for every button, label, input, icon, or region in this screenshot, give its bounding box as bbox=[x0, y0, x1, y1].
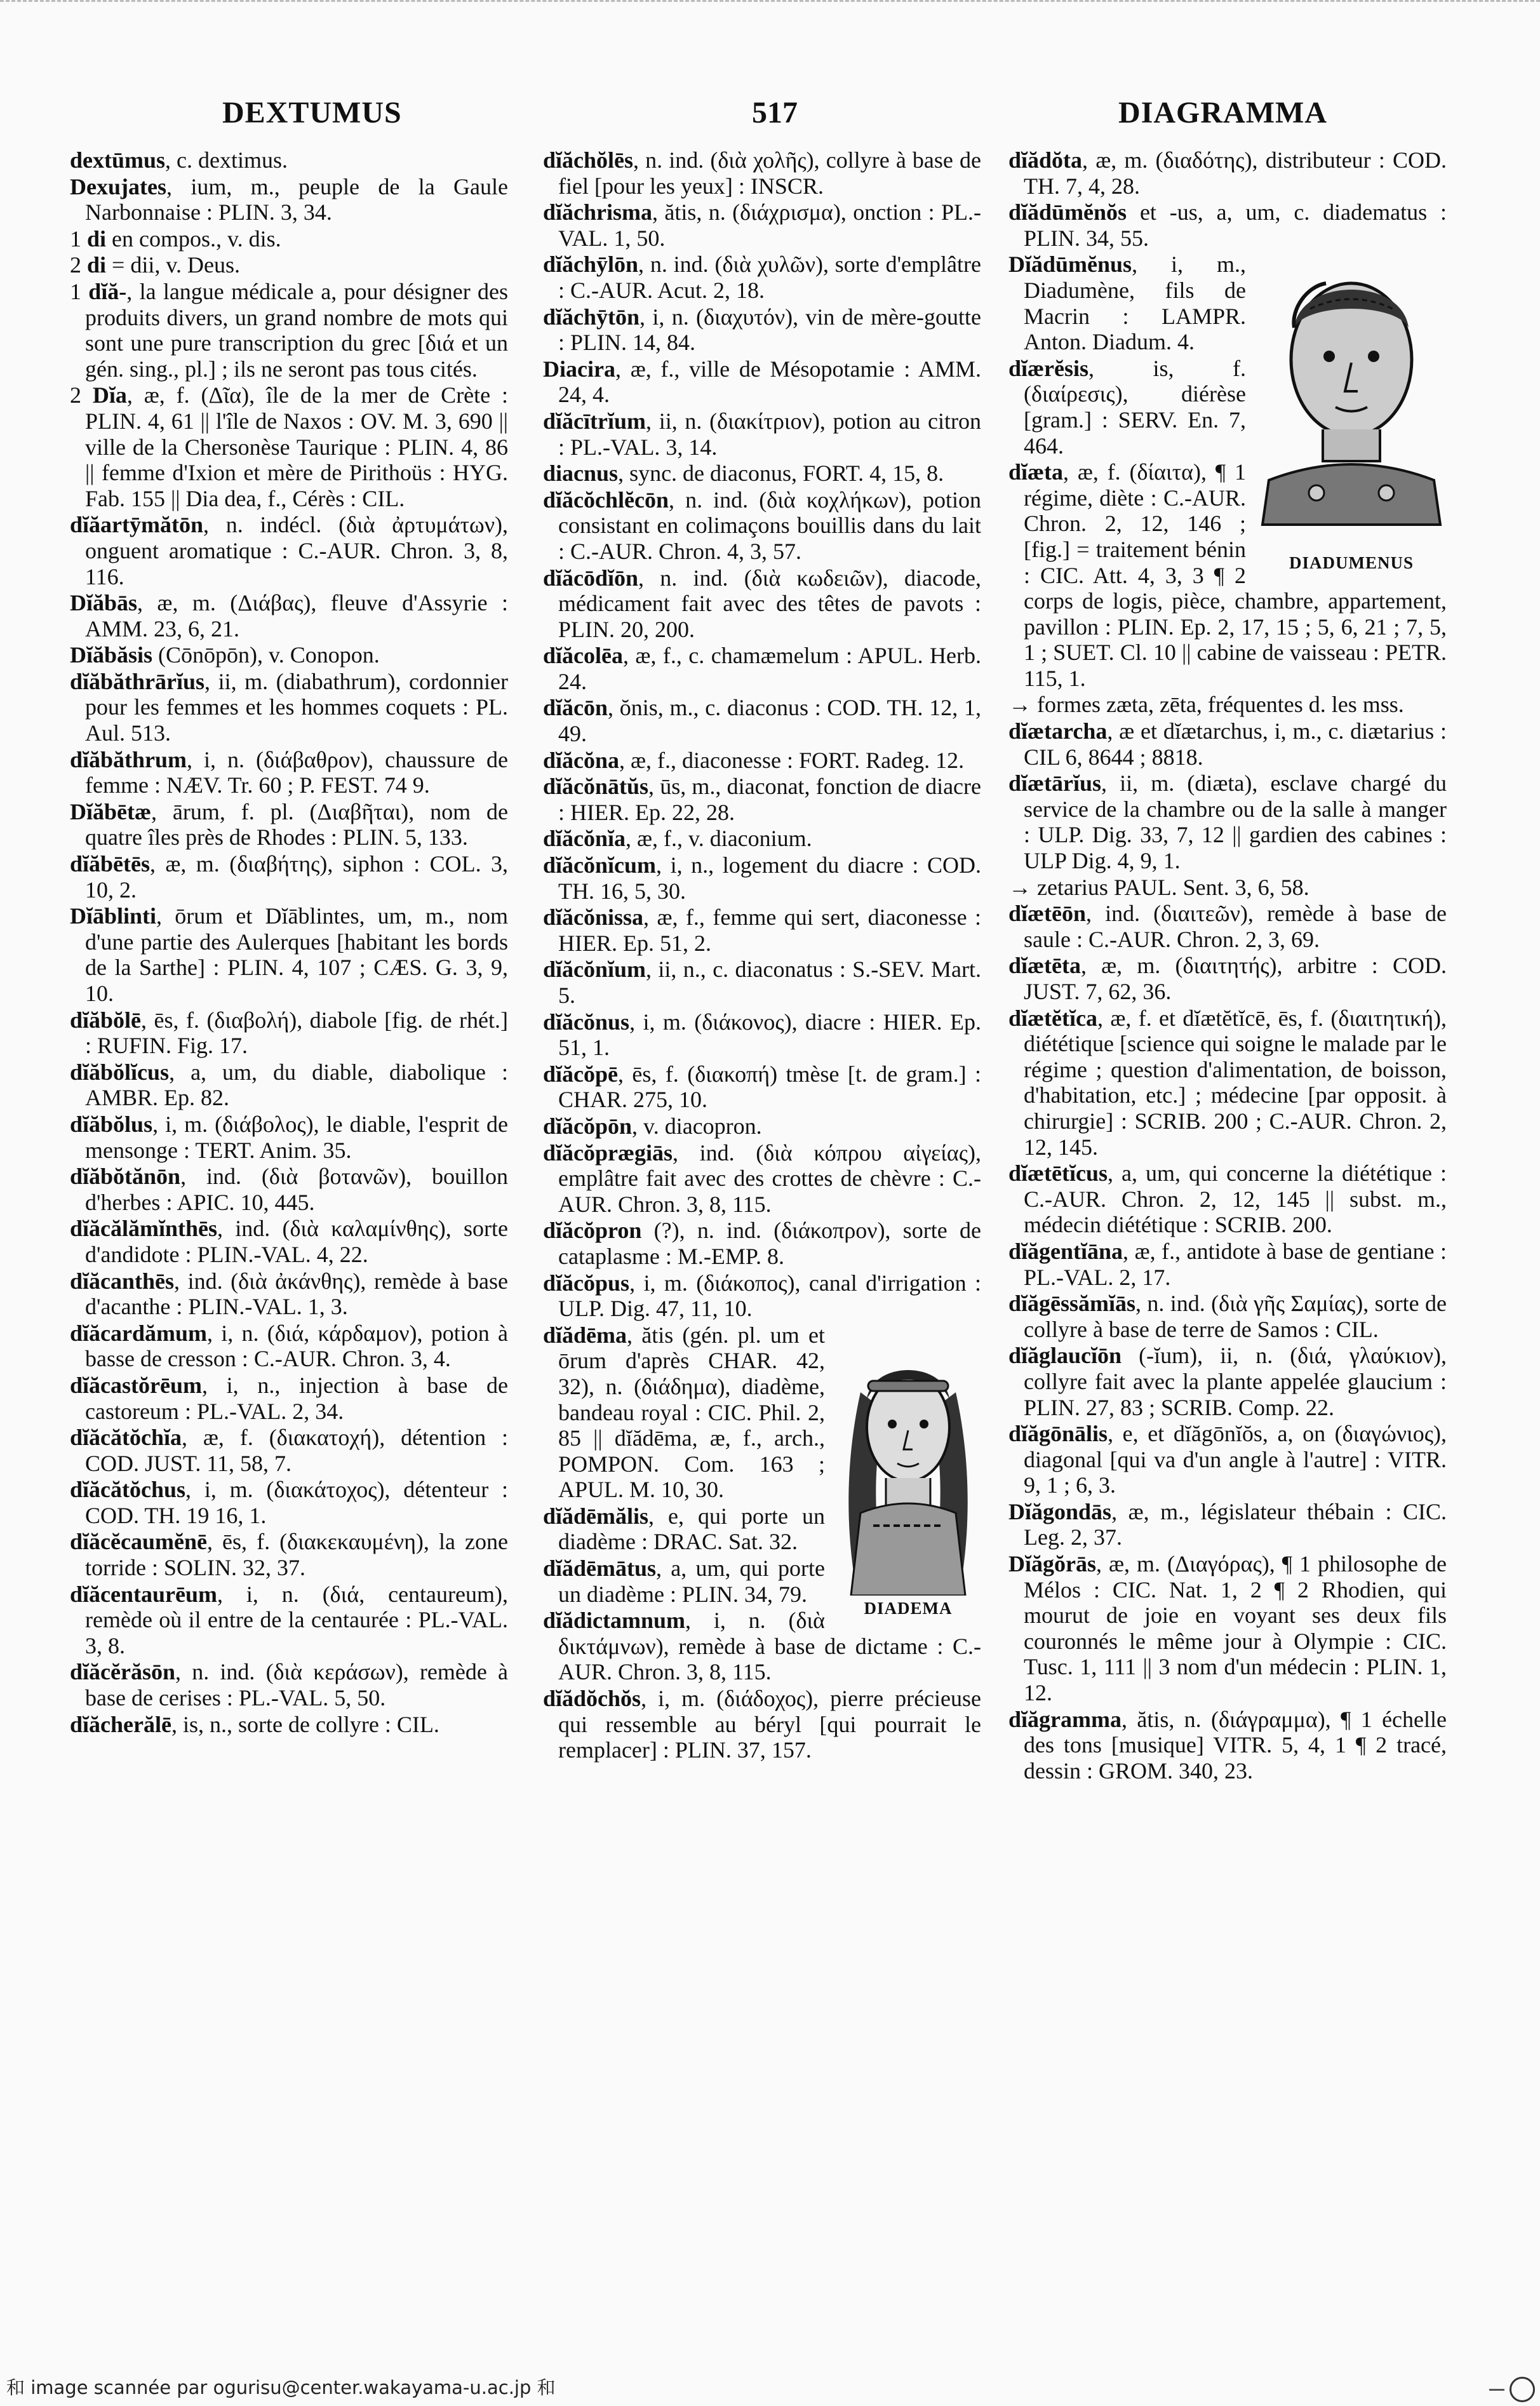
dictionary-entry: dĭăgōnālis, e, et dĭăgōnĭŏs, a, on (διαγώνιος), diagonal [qui va d'un angle à l'autre] : VITR. 9, 1 ; 6, 3. bbox=[1008, 1421, 1447, 1498]
dictionary-entry: dĭădēmălis, e, qui porte un diadème : DRAC. Sat. 32. bbox=[543, 1503, 825, 1555]
dictionary-entry: dĭætētĭcus, a, um, qui concerne la diététique : C.-AUR. Chron. 2, 12, 145 || subst. m., médecin diététique : SCRIB. 200. bbox=[1008, 1160, 1447, 1238]
dictionary-entry: dĭăcōdĭōn, n. ind. (διὰ κωδειῶν), diacode, médicament fait avec des têtes de pavots : PLIN. 20, 200. bbox=[543, 565, 981, 642]
dictionary-entry: dĭætēōn, ind. (διαιτεῶν), remède à base de saule : C.-AUR. Chron. 2, 3, 69. bbox=[1008, 901, 1447, 952]
dictionary-entry: dĭăchȳtōn, i, n. (διαχυτόν), vin de mère-goutte : PLIN. 14, 84. bbox=[543, 304, 981, 356]
dictionary-entry: dextūmus, c. dextimus. bbox=[70, 147, 288, 173]
dictionary-entry: dĭăcardămum, i, n. (διά, κάρδαμον), potion à basse de cresson : C.-AUR. Chron. 3, 4. bbox=[70, 1320, 508, 1372]
dictionary-entry: dĭăbăthrum, i, n. (διάβαθρον), chaussure de femme : NÆV. Tr. 60 ; P. FEST. 74 9. bbox=[70, 746, 508, 798]
page-number: 517 bbox=[752, 96, 798, 130]
dictionary-entry: dĭăcentaurēum, i, n. (διά, centaureum), remède où il entre de la centaurée : PL.-VAL. 3, 8. bbox=[70, 1581, 508, 1658]
dictionary-entry: dĭăbăthrārĭus, ii, m. (diabathrum), cordonnier pour les femmes et les hommes coquets : PL. Aul. 513. bbox=[70, 668, 508, 746]
column-right bbox=[1008, 147, 1447, 1784]
dictionary-entry: Diacira, æ, f., ville de Mésopotamie : AMM. 24, 4. bbox=[543, 356, 981, 408]
page-top-border bbox=[0, 0, 1540, 6]
dictionary-entry: dĭăcŏna, æ, f., diaconesse : FORT. Radeg. 12. bbox=[543, 747, 965, 773]
dictionary-entry: dĭăbŏtănōn, ind. (διὰ βοτανῶν), bouillon d'herbes : APIC. 10, 445. bbox=[70, 1164, 508, 1215]
diadema-woman-portrait bbox=[835, 1322, 981, 1596]
dictionary-entry: dĭăcŏpus, i, m. (διάκοπος), canal d'irrigation : ULP. Dig. 47, 11, 10. bbox=[543, 1270, 981, 1322]
dictionary-entry: dĭăcŏpōn, v. diacopron. bbox=[543, 1113, 762, 1139]
diadumenus-caption: DIADUMENUS bbox=[1289, 553, 1414, 573]
dictionary-entry: dĭăbŏlĭcus, a, um, du diable, diabolique : AMBR. Ep. 82. bbox=[70, 1059, 508, 1111]
dictionary-entry: diacnus, sync. de diaconus, FORT. 4, 15, 8. bbox=[543, 460, 944, 487]
header-first-word: DEXTUMUS bbox=[222, 96, 402, 130]
diadema-illustration bbox=[835, 1322, 981, 1622]
dictionary-entry: dĭætarcha, æ et dĭætarchus, i, m., c. diætarius : CIL 6, 8644 ; 8818. bbox=[1008, 718, 1447, 770]
dictionary-entry: 2 Dĭa, æ, f. (Δῖα), île de la mer de Crète : PLIN. 4, 61 || l'île de Naxos : OV. M. 3, 690 || ville de la Chersonèse Taurique : PLIN. 4, 86 || femme d'Ixion et mère de Pirithoüs : HYG. Fab. 155 || Dia dea, f., Cérès : CIL. bbox=[70, 382, 509, 511]
dictionary-entry: dĭăcătŏchus, i, m. (διακάτοχος), détenteur : COD. TH. 19 16, 1. bbox=[70, 1477, 508, 1528]
dictionary-entry: 1 dĭă-, la langue médicale a, pour désigner des produits divers, un grand nombre de mots qui sont une pure transcription du grec [διά et un gén. sing., pl.] ; ils ne seront pas tous cités. bbox=[70, 278, 508, 382]
dictionary-entry: Dĭăgondās, æ, m., législateur thébain : CIC. Leg. 2, 37. bbox=[1008, 1498, 1447, 1550]
dictionary-entry: dĭădŏchŏs, i, m. (διάδοχος), pierre précieuse qui ressemble au béryl [qui pourrait le remplacer] : PLIN. 37, 157. bbox=[543, 1686, 981, 1763]
dictionary-entry: 1 di en compos., v. dis. bbox=[70, 225, 281, 252]
dictionary-entry: dĭăbŏlus, i, m. (διάβολος), le diable, l'esprit de mensonge : TERT. Anim. 35. bbox=[70, 1111, 508, 1163]
dictionary-entry: dĭădūmĕnŏs et -us, a, um, c. diadematus : PLIN. 34, 55. bbox=[1008, 199, 1447, 251]
entries-col2 bbox=[543, 147, 981, 1763]
dictionary-entry: Dexujates, ium, m., peuple de la Gaule Narbonnaise : PLIN. 3, 34. bbox=[70, 173, 508, 225]
dictionary-entry: dĭăcŏpron (?), n. ind. (διάκοπρον), sorte de cataplasme : M.-EMP. 8. bbox=[543, 1218, 981, 1269]
dictionary-entry: dĭăcătŏchĭa, æ, f. (διακατοχή), détention : COD. JUST. 11, 58, 7. bbox=[70, 1425, 508, 1476]
dictionary-entry: dĭăcălămĭnthēs, ind. (διὰ καλαμίνθης), sorte d'andidote : PLIN.-VAL. 4, 22. bbox=[70, 1216, 508, 1267]
dictionary-entry: Dĭāblinti, ōrum et Dĭāblintes, um, m., nom d'une partie des Aulerques [habitant les bords de la Sarthe] : PLIN. 4, 107 ; CÆS. G. 3, 9, 10. bbox=[70, 903, 508, 1006]
dictionary-entry: Dĭăbăsis (Cōnōpōn), v. Conopon. bbox=[70, 642, 380, 668]
dictionary-entry: dĭăcŏnus, i, m. (διάκονος), diacre : HIER. Ep. 51, 1. bbox=[543, 1009, 981, 1061]
entries-col3 bbox=[1008, 147, 1447, 1784]
dictionary-entry: dĭăcŏprægiās, ind. (διὰ κόπρου αἰγείας), emplâtre fait avec des crottes de chèvre : C.-AUR. Chron. 3, 8, 115. bbox=[543, 1139, 981, 1217]
dictionary-entry: dĭăcastŏrēum, i, n., injection à base de castoreum : PL.-VAL. 2, 34. bbox=[70, 1372, 508, 1424]
dictionary-entry: dĭăgēssămĭās, n. ind. (διὰ γῆς Σαμίας), sorte de collyre à base de terre de Samos : CIL. bbox=[1008, 1291, 1447, 1342]
dictionary-entry: dĭætĕtĭca, æ, f. et dĭætĕtĭcē, ēs, f. (διαιτητική), diététique [science qui soigne le malade par le régime ; question d'alimentation, de boisson, d'habitation, etc.] ; médecine [par opposit. à chirurgie] : SCRIB. 200 ; C.-AUR. Chron. 2, 12, 145. bbox=[1008, 1005, 1447, 1160]
dictionary-entry: dĭăcŏnissa, æ, f., femme qui sert, diaconesse : HIER. Ep. 51, 2. bbox=[543, 904, 981, 956]
dictionary-entry: dĭăcŏpē, ēs, f. (διακοπή) tmèse [t. de gram.] : CHAR. 275, 10. bbox=[543, 1061, 981, 1113]
dictionary-entry: dĭăchȳlōn, n. ind. (διὰ χυλῶν), sorte d'emplâtre : C.-AUR. Acut. 2, 18. bbox=[543, 252, 981, 303]
dictionary-entry: dĭăcŏnātŭs, ūs, m., diaconat, fonction de diacre : HIER. Ep. 22, 28. bbox=[543, 774, 981, 825]
dictionary-entry: Dĭăbētæ, ārum, f. pl. (Διαβῆται), nom de quatre îles près de Rhodes : PLIN. 5, 133. bbox=[70, 798, 508, 850]
scan-credit: 和 image scannée par ogurisu@center.wakayama-u.ac.jp 和 bbox=[6, 2377, 556, 2398]
dictionary-entry: dĭăcītrĭum, ii, n. (διακίτριον), potion au citron : PL.-VAL. 3, 14. bbox=[543, 408, 981, 460]
dictionary-entry: dĭăartȳmătōn, n. indécl. (διὰ ἀρτυμάτων), onguent aromatique : C.-AUR. Chron. 3, 8, 116. bbox=[70, 512, 508, 589]
dictionary-entry: Dĭăgŏrās, æ, m. (Διαγόρας), ¶ 1 philosophe de Mélos : CIC. Nat. 1, 2 ¶ 2 Rhodien, qui mourut de joie en voyant ses deux fils couronnés le même jour à Olympie : CIC. Tusc. 1, 111 || 3 nom d'un médecin : PLIN. 1, 12. bbox=[1008, 1551, 1447, 1706]
dictionary-entry: Dĭădūmĕnus, i, m., Diadumène, fils de Macrin : LAMPR. Anton. Diadum. 4. bbox=[1008, 252, 1246, 355]
dictionary-entry: dĭăglaucĭōn (-ĭum), ii, n. (διά, γλαύκιον), collyre fait avec la plante appelée glaucium : PLIN. 27, 83 ; SCRIB. Comp. 22. bbox=[1008, 1343, 1447, 1420]
dictionary-entry: dĭăcŏnĭum, ii, n., c. diaconatus : S.-SEV. Mart. 5. bbox=[543, 957, 981, 1008]
dictionary-entry: dĭăcherălē, is, n., sorte de collyre : CIL. bbox=[70, 1711, 439, 1737]
dictionary-entry: dĭăbētēs, æ, m. (διαβήτης), siphon : COL. 3, 10, 2. bbox=[70, 851, 508, 903]
dictionary-entry: dĭădēma, ătis (gén. pl. um et ōrum d'après CHAR. 42, 32), n. (διάδημα), diadème, bandeau royal : CIC. Phil. 2, 85 || dĭădēma, æ, f., arch., POMPON. Com. 163 ; APUL. M. 10, 30. bbox=[543, 1322, 825, 1503]
dictionary-entry: dĭăchrisma, ătis, n. (διάχρισμα), onction : PL.-VAL. 1, 50. bbox=[543, 199, 981, 251]
dictionary-entry: dĭætēta, æ, m. (διαιτητής), arbitre : COD. JUST. 7, 62, 36. bbox=[1008, 953, 1447, 1004]
dictionary-entry: dĭăcolēa, æ, f., c. chamæmelum : APUL. Herb. 24. bbox=[543, 643, 981, 694]
dictionary-entry: dĭădictamnum, i, n. (διὰ δικτάμνων), remède à base de dictame : C.-AUR. Chron. 3, 8, 115. bbox=[543, 1608, 981, 1685]
diadumenus-bust-portrait bbox=[1256, 252, 1447, 550]
dictionary-entry: dĭăbŏlē, ēs, f. (διαβολή), diabole [fig. de rhét.] : RUFIN. Fig. 17. bbox=[70, 1007, 508, 1059]
dictionary-entry: dĭăchŏlēs, n. ind. (διὰ χολῆς), collyre à base de fiel [pour les yeux] : INSCR. bbox=[543, 147, 981, 199]
diadema-caption: DIADEMA bbox=[864, 1598, 953, 1618]
dictionary-entry: → formes zæta, zēta, fréquentes d. les mss. bbox=[1008, 692, 1404, 718]
dictionary-entry: dĭădŏta, æ, m. (διαδότης), distributeur : COD. TH. 7, 4, 28. bbox=[1008, 147, 1447, 199]
dictionary-entry: 2 di = dii, v. Deus. bbox=[70, 252, 240, 278]
dictionary-entry: dĭăgramma, ătis, n. (διάγραμμα), ¶ 1 échelle des tons [musique] VITR. 5, 4, 1 ¶ 2 tracé, dessin : GROM. 340, 23. bbox=[1008, 1706, 1447, 1784]
dictionary-entry: dĭăcōn, ŏnis, m., c. diaconus : COD. TH. 12, 1, 49. bbox=[543, 695, 981, 747]
scan-mark bbox=[1489, 2389, 1504, 2391]
dictionary-entry: dĭăcŏnĭcum, i, n., logement du diacre : COD. TH. 16, 5, 30. bbox=[543, 852, 981, 904]
scan-seal-icon bbox=[1510, 2377, 1535, 2402]
header-last-word: DIAGRAMMA bbox=[1118, 96, 1327, 130]
entries-col1 bbox=[70, 147, 508, 1737]
dictionary-entry: dĭăcŏnĭa, æ, f., v. diaconium. bbox=[543, 826, 812, 852]
dictionary-entry: dĭăcanthēs, ind. (διὰ ἀκάνθης), remède à base d'acanthe : PLIN.-VAL. 1, 3. bbox=[70, 1268, 508, 1320]
dictionary-entry: dĭădēmātus, a, um, qui porte un diadème : PLIN. 34, 79. bbox=[543, 1556, 825, 1607]
dictionary-entry: dĭăcĕcaumĕnē, ēs, f. (διακεκαυμένη), la zone torride : SOLIN. 32, 37. bbox=[70, 1529, 508, 1581]
diadumenus-illustration bbox=[1256, 252, 1447, 576]
dictionary-entry: dĭærĕsis, is, f. (διαίρεσις), diérèse [gram.] : SERV. En. 7, 464. bbox=[1008, 355, 1246, 459]
dictionary-entry: dĭæta, æ, f. (δίαιτα), ¶ 1 régime, diète : C.-AUR. Chron. 2, 12, 146 ; [fig.] = traitement bénin : CIC. Att. 4, 3, 3 ¶ 2 corps de logis, pièce, chambre, appartement, pavillon : PLIN. Ep. 2, 17, 15 ; 5, 6, 21 ; 7, 5, 1 ; SUET. Cl. 10 || cabine de vaisseau : PETR. 115, 1. bbox=[1008, 459, 1447, 691]
dictionary-entry: dĭăcĕrăsōn, n. ind. (διὰ κεράσων), remède à base de cerises : PL.-VAL. 5, 50. bbox=[70, 1659, 508, 1711]
column-left bbox=[70, 147, 508, 1738]
page-header bbox=[222, 95, 1327, 140]
dictionary-entry: → zetarius PAUL. Sent. 3, 6, 58. bbox=[1008, 874, 1309, 900]
dictionary-entry: dĭætārĭus, ii, m. (diæta), esclave chargé du service de la chambre ou de la salle à manger : ULP. Dig. 33, 7, 12 || gardien des cabines : ULP Dig. 4, 9, 1. bbox=[1008, 770, 1447, 874]
dictionary-entry: dĭăgentĭāna, æ, f., antidote à base de gentiane : PL.-VAL. 2, 17. bbox=[1008, 1238, 1447, 1290]
dictionary-entry: Dĭăbās, æ, m. (Διάβας), fleuve d'Assyrie : AMM. 23, 6, 21. bbox=[70, 590, 508, 642]
column-middle bbox=[543, 147, 981, 1764]
dictionary-entry: dĭăcŏchlĕcōn, n. ind. (διὰ κοχλήκων), potion consistant en colimaçons bouillis dans du lait : C.-AUR. Chron. 4, 3, 57. bbox=[543, 487, 981, 564]
